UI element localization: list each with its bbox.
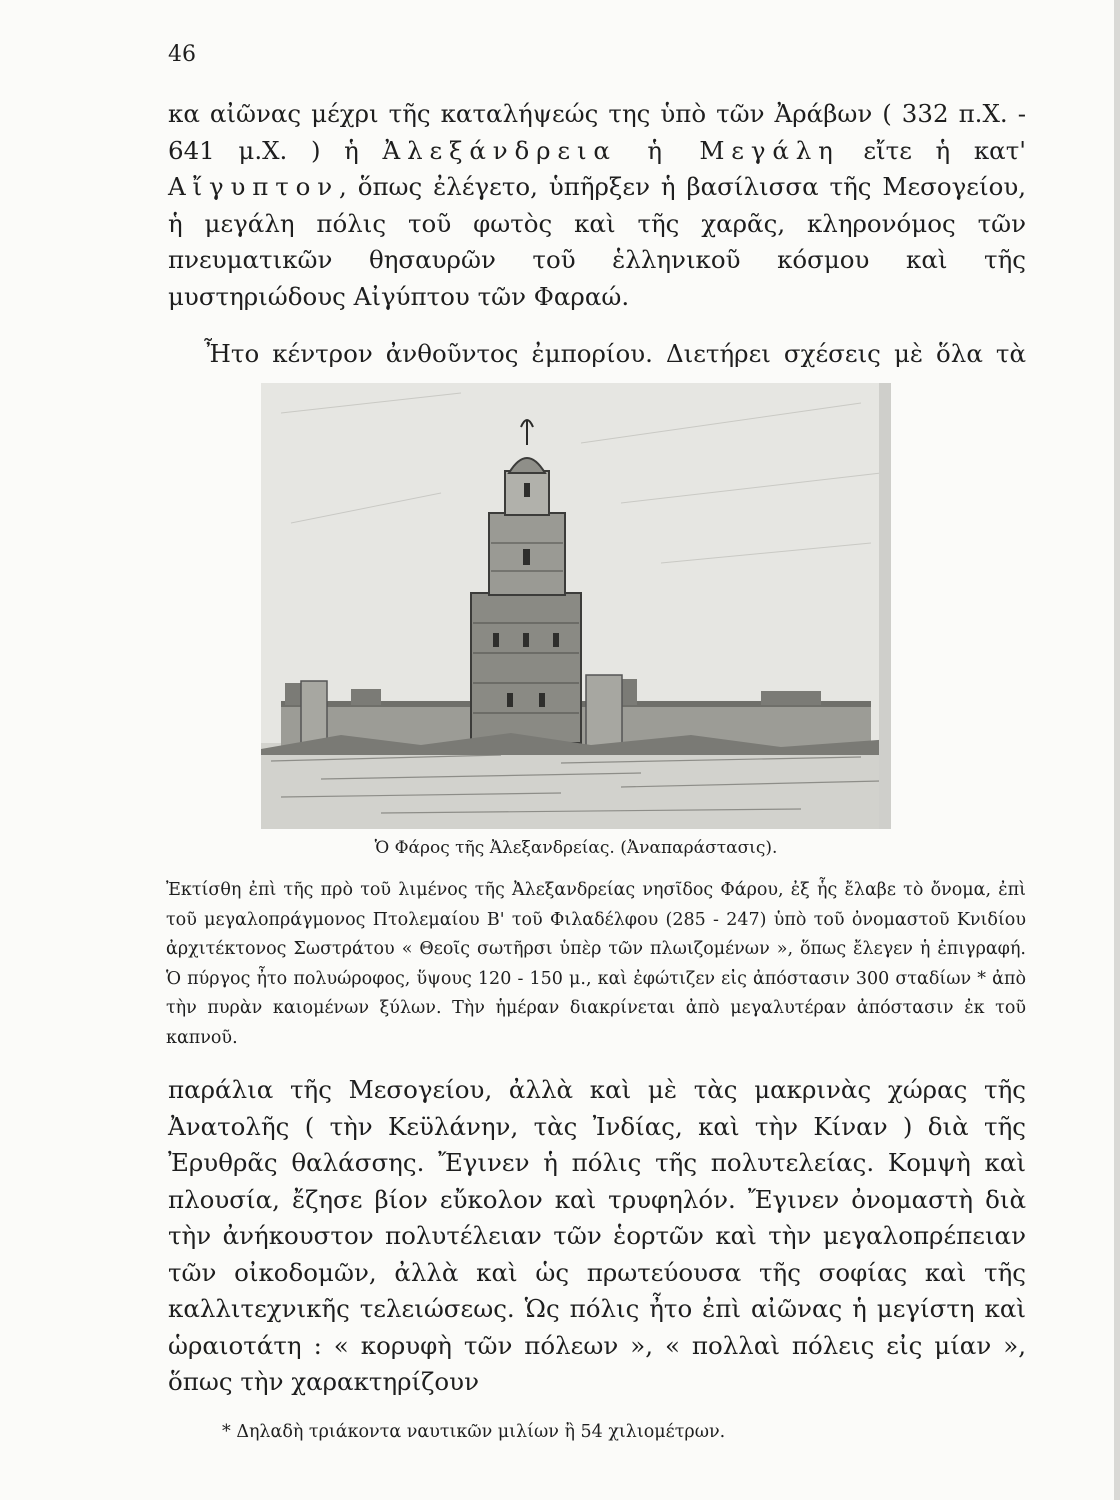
scan-edge [1114,0,1120,1500]
paragraph-1-part-2: εἴτε ἡ κατ' [839,135,1026,165]
paragraph-3-text: παράλια τῆς Μεσογείου, ἀλλὰ καὶ μὲ τὰς μακρινὰς χώρας τῆς Ἀνατολῆς ( τὴν Κεϋλάνην, τὰς Ἰνδίας, καὶ τὴν Κίναν ) διὰ τῆς Ἐρυθρᾶς θαλάσσης. Ἔγινεν ἡ πόλις τῆς πολυτελείας. Κομψὴ καὶ πλουσία, ἔζησε βίον εὔκολον καὶ τρυφηλόν. Ἔγινεν ὀνομαστὴ διὰ τὴν ἀνήκουστον πολυτέλειαν τῶν ἑορτῶν καὶ τὴν μεγαλοπρέπειαν τῶν οἰκοδομῶν, ἀλλὰ καὶ ὡς πρωτεύουσα τῆς σοφίας καὶ τῆς καλλιτεχνικῆς τελειώσεως. Ὡς πόλις ἦτο ἐπὶ αἰῶνας ἡ μεγίστη καὶ ὡραιοτάτη : « κορυφὴ τῶν πόλεων », « πολλαὶ πόλεις εἰς μίαν », ὅπως τὴν χαρακτηρίζουν [168,1075,1026,1396]
name-egypt: Αἴγυπτον [168,172,340,201]
paragraph-1-text [168,96,1026,315]
name-alexandria: Ἀλεξάνδρεια ἡ Μεγάλη [382,135,840,165]
paragraph-1-part-3: , ὅπως ἐλέγετο, ὑπῆρξεν ἡ βασίλισσα τῆς Μεσογείου, ἡ μεγάλη πόλις τοῦ φωτὸς καὶ τῆς χαρᾶς, κληρονόμος τῶν πνευματικῶν θησαυρῶν τοῦ ἑλληνικοῦ κόσμου καὶ τῆς μυστηριώδους Αἰγύπτου τῶν Φαραώ. [168,172,1026,311]
paragraph-2 [168,336,1026,373]
figure-note [166,876,1026,1053]
paragraph-2-text: Ἦτο κέντρον ἀνθοῦντος ἐμπορίου. Διετήρει σχέσεις μὲ ὅλα τὰ [204,339,1026,368]
figure-note-text: Ἐκτίσθη ἐπὶ τῆς πρὸ τοῦ λιμένος τῆς Ἀλεξανδρείας νησῖδος Φάρου, ἐξ ἧς ἔλαβε τὸ ὄνομα, ἐπὶ τοῦ μεγαλοπράγμονος Πτολεμαίου Β' τοῦ Φιλαδέλφου (285 - 247) ὑπὸ τοῦ ὀνομαστοῦ Κνιδίου ἀρχιτέκτονος Σωστράτου « Θεοῖς σωτῆρσι ὑπὲρ τῶν πλωιζομένων », ὅπως ἔλεγεν ἡ ἐπιγραφή. Ὁ πύργος ἦτο πολυώροφος, ὕψους 120 - 150 μ., καὶ ἐφώτιζεν εἰς ἀπόστασιν 300 σταδίων * ἀπὸ τὴν πυρὰν καιομένων ξύλων. Τὴν ἡμέραν διακρίνεται ἀπὸ μεγαλυτέραν ἀπόστασιν ἐκ τοῦ καπνοῦ. [166,880,1026,1048]
page-number: 46 [168,42,196,67]
pharos-drawing [261,383,891,829]
paragraph-1 [168,96,1026,315]
footnote: * Δηλαδὴ τριάκοντα ναυτικῶν μιλίων ἢ 54 χιλιομέτρων. [222,1422,726,1442]
paragraph-1-part-1: κα αἰῶνας μέχρι τῆς καταλήψεώς της ὑπὸ τῶν Ἀράβων ( 332 π.Χ. - 641 μ.Χ. ) ἡ [168,99,1026,165]
lighthouse-illustration [261,383,891,829]
figure-caption: Ὁ Φάρος τῆς Ἀλεξανδρείας. (Ἀναπαράστασις). [374,838,778,858]
paragraph-3 [168,1072,1026,1401]
